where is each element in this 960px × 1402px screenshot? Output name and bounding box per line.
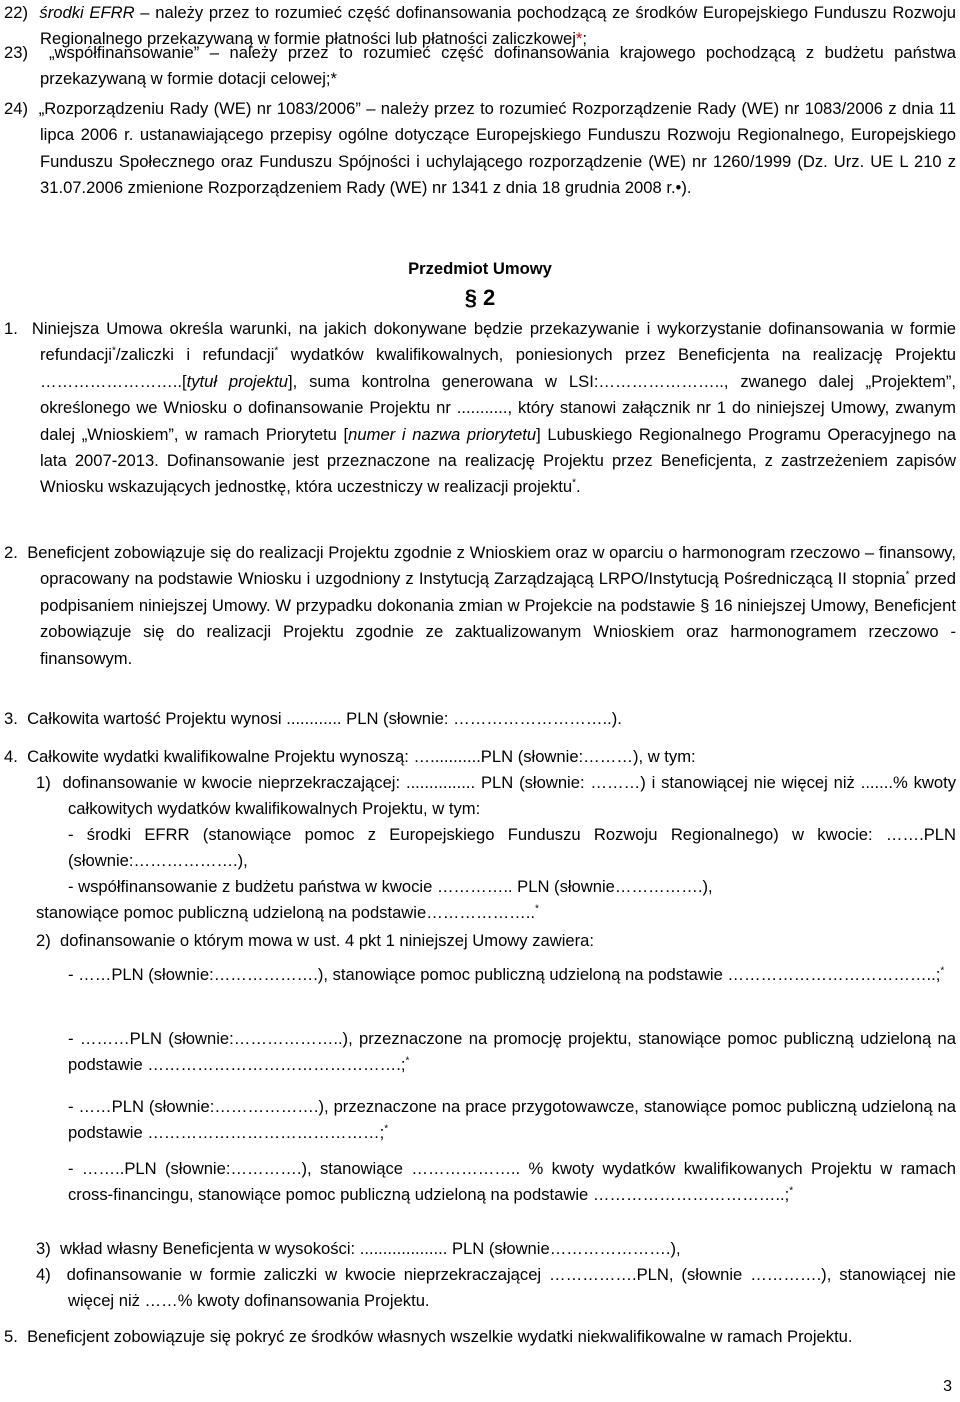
footnote-mark: *	[274, 345, 279, 357]
definition-term: „współfinansowanie”	[48, 43, 200, 62]
paragraph-4-item-1: 1) dofinansowanie w kwocie nieprzekraczającej: ............... PLN (słownie: ………) i stanowiącej nie więcej niż .......% kwoty całkowitych wydatków kwalifikowalnych Projektu, w tym:	[36, 773, 956, 819]
paragraph-4-item-1-budget: - współfinansowanie z budżetu państwa w kwocie ………….. PLN (słownie…………….),	[68, 877, 713, 896]
paragraph-4-item-1-aid: stanowiące pomoc publiczną udzieloną na podstawie………………..*	[36, 903, 539, 922]
footnote-star: *	[575, 29, 583, 49]
footnote-mark: *	[384, 1123, 389, 1135]
paragraph-4-item-2-dash-2: - ………PLN (słownie:………………..), przeznaczone na promocję projektu, stanowiące pomoc publiczną udzieloną na podstawie ……………………………………….;*	[68, 1029, 956, 1075]
footnote-mark: *	[405, 1055, 410, 1067]
paragraph-4-item-4: 4) dofinansowanie w formie zaliczki w kwocie nieprzekraczającej …………….PLN, (słownie ………….), stanowiącej nie więcej niż ……% kwoty dofinansowania Projektu.	[36, 1265, 956, 1311]
paragraph-2: 2. Beneficjent zobowiązuje się do realizacji Projektu zgodnie z Wnioskiem oraz w oparciu o harmonogram rzeczowo – finansowy, opracowany na podstawie Wniosku i uzgodniony z Instytucją Zarządzającą LRPO/Instytucją Pośredniczącą II stopnia* przed podpisaniem niniejszej Umowy. W przypadku dokonania zmian w Projekcie na podstawie § 16 niniejszej Umowy, Beneficjent zobowiązuje się do realizacji Projektu zgodnie ze zaktualizowanym Wnioskiem oraz harmonogramem rzeczowo - finansowym.	[4, 543, 956, 668]
paragraph-4-item-2-dash-4: - ……..PLN (słownie:………….), stanowiące ……………….. % kwoty wydatków kwalifikowanych Projektu w ramach cross-financingu, stanowiące pomoc publiczną udzieloną na podstawie ……………………………..;*	[68, 1159, 956, 1205]
footnote-mark: *	[789, 1185, 794, 1197]
paragraph-4: 4. Całkowite wydatki kwalifikowalne Projektu wynoszą: …...........PLN (słownie:………), w tym:	[4, 747, 696, 766]
footnote-mark: *	[905, 569, 910, 581]
definition-24: 24) „Rozporządzeniu Rady (WE) nr 1083/2006” – należy przez to rozumieć Rozporządzenie Rady (WE) nr 1083/2006 z dnia 11 lipca 2006 r. ustanawiającego przepisy ogólne dotyczące Europejskiego Funduszu Rozwoju Regionalnego, Europejskiego Funduszu Społecznego oraz Funduszu Spójności i uchylającego rozporządzenie (WE) nr 1260/1999 (Dz. Urz. UE L 210 z 31.07.2006 zmienione Rozporządzeniem Rady (WE) nr 1341 z dnia 18 grudnia 2008 r.•).	[4, 99, 957, 198]
paragraph-4-item-3: 3) wkład własny Beneficjenta w wysokości: ................... PLN (słownie………………….),	[36, 1239, 681, 1258]
paragraph-4-item-2-dash-3: - ……PLN (słownie:……………….), przeznaczone na prace przygotowawcze, stanowiące pomoc publiczną udzieloną na podstawie ……………………………………;*	[68, 1097, 956, 1143]
definition-23: 23) „współfinansowanie” – należy przez to rozumieć część dofinansowania krajowego pochodzącą z budżetu państwa przekazywaną w formie dotacji celowej;*	[4, 43, 956, 89]
definition-22: 22) środki EFRR – należy przez to rozumieć część dofinansowania pochodzącą ze środków Europejskiego Funduszu Rozwoju Regionalnego przekazywaną w formie płatności lub płatności zaliczkowej*;	[4, 3, 956, 49]
footnote-mark: *	[940, 965, 945, 977]
footnote-mark: *	[572, 477, 577, 489]
footnote-mark: *	[535, 903, 539, 915]
definition-term: „Rozporządzeniu Rady (WE) nr 1083/2006”	[38, 99, 361, 118]
section-heading: Przedmiot Umowy	[408, 259, 552, 278]
section-number: § 2	[464, 285, 496, 310]
paragraph-4-item-2: 2) dofinansowanie o którym mowa w ust. 4 pkt 1 niniejszej Umowy zawiera:	[36, 931, 594, 950]
footnote-mark: *	[111, 345, 116, 357]
paragraph-1: 1. Niniejsza Umowa określa warunki, na jakich dokonywane będzie przekazywanie i wykorzystanie dofinansowania w formie refundacji*/zaliczki i refundacji* wydatków kwalifikowalnych, poniesionych przez Beneficjenta na realizację Projektu ……………………..[tytuł projektu], suma kontrolna generowana w LSI:………………….., zwanego dalej „Projektem”, określonego we Wniosku o dofinansowanie Projektu nr ..........., który stanowi załącznik nr 1 do niniejszej Umowy, zwanym dalej „Wnioskiem”, w ramach Priorytetu [numer i nazwa priorytetu] Lubuskiego Regionalnego Programu Operacyjnego na lata 2007-2013. Dofinansowanie jest przeznaczone na realizację Projektu przez Beneficjenta, z zastrzeżeniem zapisów Wniosku wskazujących jednostkę, która uczestniczy w realizacji projektu*.	[4, 319, 956, 497]
paragraph-4-item-1-efrr: - środki EFRR (stanowiące pomoc z Europejskiego Funduszu Rozwoju Regionalnego) w kwocie: …….PLN (słownie:……………….),	[68, 825, 956, 871]
definition-term: środki EFRR	[39, 3, 135, 22]
paragraph-3: 3. Całkowita wartość Projektu wynosi ............ PLN (słownie: ………………………..).	[4, 709, 622, 728]
paragraph-5: 5. Beneficjent zobowiązuje się pokryć ze środków własnych wszelkie wydatki niekwalifikowalne w ramach Projektu.	[4, 1327, 853, 1346]
page-number: 3	[943, 1378, 952, 1395]
paragraph-4-item-2-dash-1: - ……PLN (słownie:……………….), stanowiące pomoc publiczną udzieloną na podstawie ………………………………..;*	[68, 965, 945, 984]
